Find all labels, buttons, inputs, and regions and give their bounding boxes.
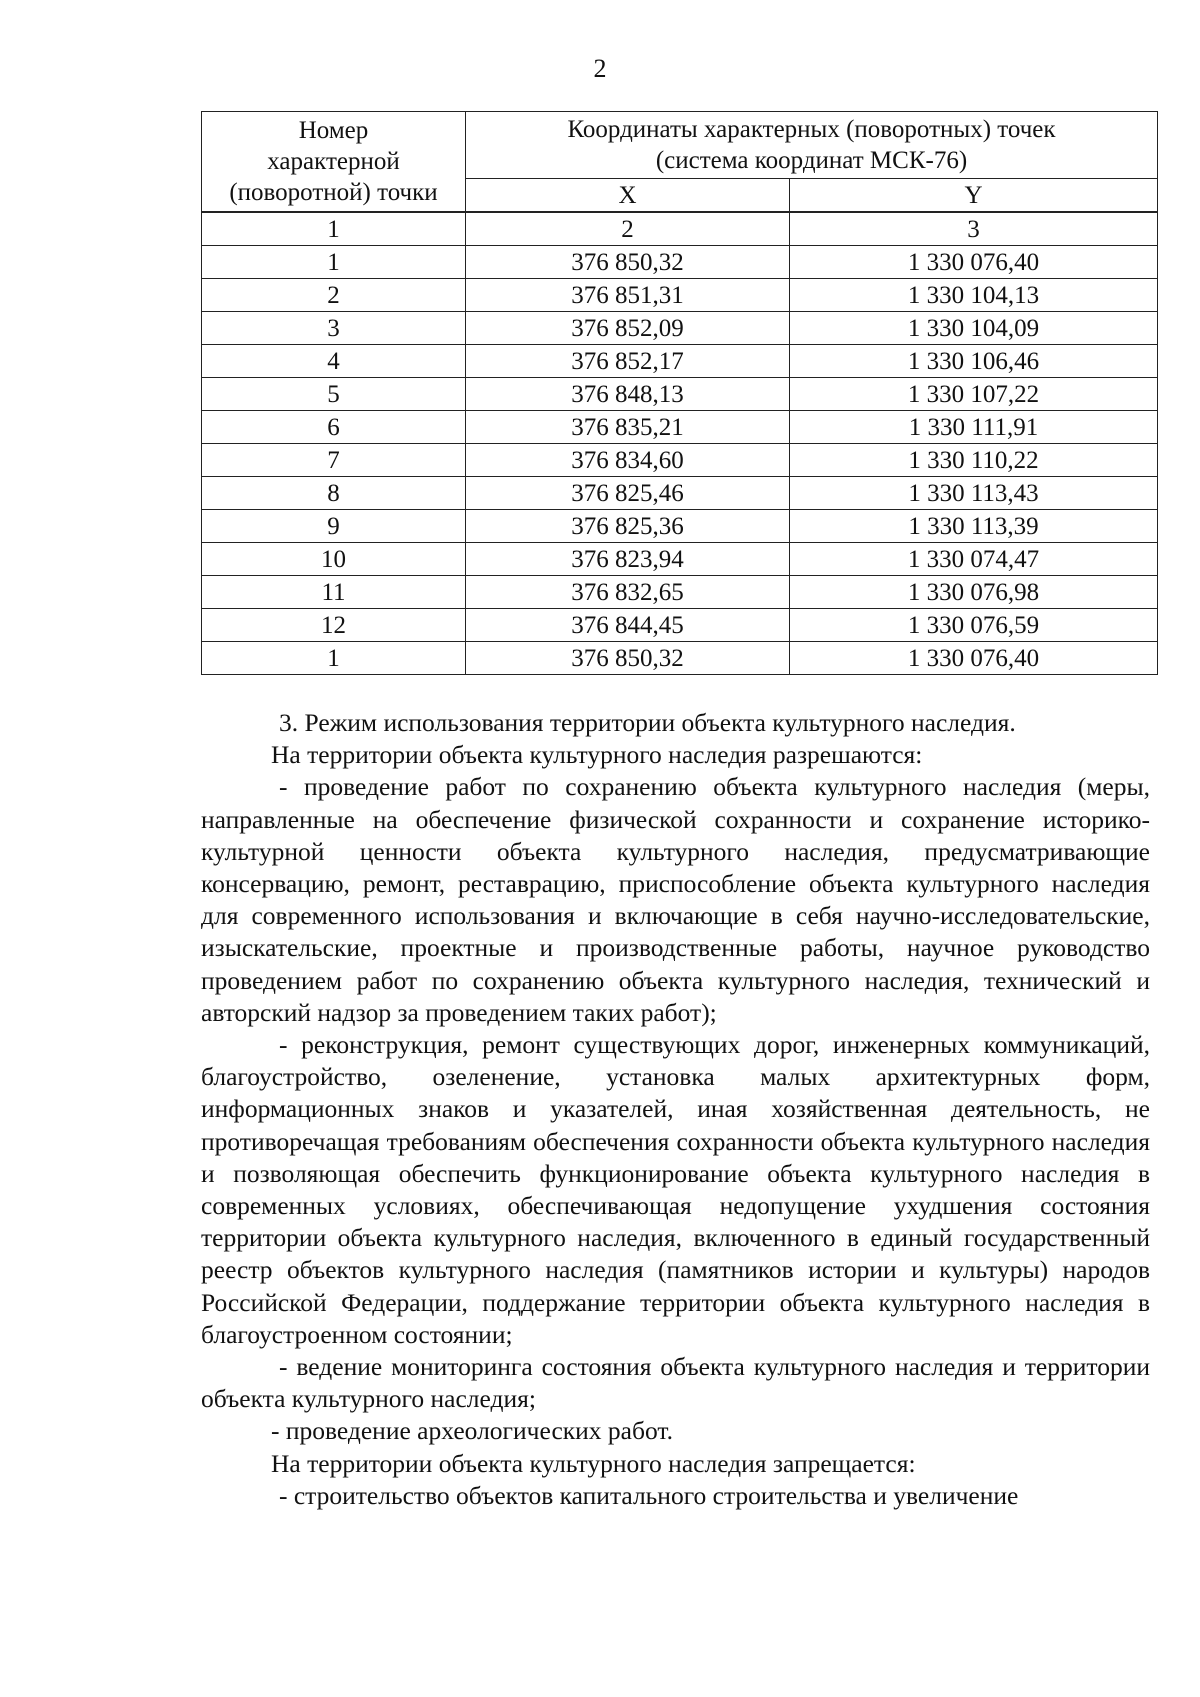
table-row xyxy=(202,345,1158,378)
point-number-cell: 1 xyxy=(202,642,466,675)
y-coordinate-cell: 1 330 076,98 xyxy=(790,576,1158,609)
y-coordinate-cell: 1 330 110,22 xyxy=(790,444,1158,477)
column-number: 1 xyxy=(202,212,466,246)
header-y: Y xyxy=(790,179,1158,213)
coordinate-rows xyxy=(202,246,1158,675)
x-coordinate-cell: 376 834,60 xyxy=(466,444,790,477)
y-coordinate-cell: 1 330 076,40 xyxy=(790,246,1158,279)
header-coords-line: Координаты характерных (поворотных) точек xyxy=(567,116,1056,143)
header-coords-line: (система координат МСК-76) xyxy=(655,147,968,174)
y-coordinate-cell: 1 330 076,40 xyxy=(790,642,1158,675)
table-row xyxy=(202,477,1158,510)
table-row xyxy=(202,246,1158,279)
y-coordinate-cell: 1 330 076,59 xyxy=(790,609,1158,642)
table-row xyxy=(202,378,1158,411)
paragraph-permitted-item: - проведение археологических работ. xyxy=(271,1416,673,1446)
point-number-cell: 8 xyxy=(202,477,466,510)
y-coordinate-cell: 1 330 074,47 xyxy=(790,543,1158,576)
paragraph-permitted-item: - реконструкция, ремонт существующих дорог, инженерных коммуникаций, благоустройство, озеленение, установка малых архитектурных форм, информационных знаков и указателей, иная хозяйственная деятельность, не противоречащая требованиям обеспечения сохранности объекта культурного наследия и позволяющая обеспечить функционирование объекта культурного наследия в современных условиях, обеспечивающая недопущение ухудшения состояния территории объекта культурного наследия, включенного в единый государственный реестр объектов культурного наследия (памятников истории и культуры) народов Российской Федерации, поддержание территории объекта культурного наследия в благоустроенном состоянии; xyxy=(201,1030,1150,1349)
point-number-cell: 11 xyxy=(202,576,466,609)
table-row xyxy=(202,609,1158,642)
point-number-cell: 7 xyxy=(202,444,466,477)
header-point-number xyxy=(202,112,466,213)
coordinates-table xyxy=(201,111,1158,675)
table-row xyxy=(202,444,1158,477)
table-row xyxy=(202,576,1158,609)
header-point-line: Номер xyxy=(298,117,369,144)
y-coordinate-cell: 1 330 104,09 xyxy=(790,312,1158,345)
x-coordinate-cell: 376 848,13 xyxy=(466,378,790,411)
point-number-cell: 10 xyxy=(202,543,466,576)
point-number-cell: 6 xyxy=(202,411,466,444)
paragraph-permitted-item: - ведение мониторинга состояния объекта культурного наследия и территории объекта культурного наследия; xyxy=(201,1352,1150,1414)
body-text xyxy=(201,707,1150,1512)
y-coordinate-cell: 1 330 111,91 xyxy=(790,411,1158,444)
x-coordinate-cell: 376 825,36 xyxy=(466,510,790,543)
paragraph-prohibited-item: - строительство объектов капитального строительства и увеличение xyxy=(279,1480,1019,1510)
header-coordinates xyxy=(466,112,1158,179)
paragraph-prohibited-intro: На территории объекта культурного наследия запрещается: xyxy=(271,1448,916,1478)
table-row xyxy=(202,312,1158,345)
x-coordinate-cell: 376 844,45 xyxy=(466,609,790,642)
x-coordinate-cell: 376 823,94 xyxy=(466,543,790,576)
point-number-cell: 12 xyxy=(202,609,466,642)
y-coordinate-cell: 1 330 113,43 xyxy=(790,477,1158,510)
table-row xyxy=(202,543,1158,576)
y-coordinate-cell: 1 330 104,13 xyxy=(790,279,1158,312)
x-coordinate-cell: 376 832,65 xyxy=(466,576,790,609)
column-number: 2 xyxy=(466,212,790,246)
section-heading: 3. Режим использования территории объекта культурного наследия. xyxy=(279,708,1016,737)
x-coordinate-cell: 376 835,21 xyxy=(466,411,790,444)
column-number: 3 xyxy=(790,212,1158,246)
x-coordinate-cell: 376 852,17 xyxy=(466,345,790,378)
table-row xyxy=(202,642,1158,675)
x-coordinate-cell: 376 852,09 xyxy=(466,312,790,345)
table-row xyxy=(202,411,1158,444)
x-coordinate-cell: 376 850,32 xyxy=(466,642,790,675)
table-row xyxy=(202,510,1158,543)
point-number-cell: 4 xyxy=(202,345,466,378)
point-number-cell: 5 xyxy=(202,378,466,411)
paragraph-permitted-item: - проведение работ по сохранению объекта культурного наследия (меры, направленные на обеспечение физической сохранности и сохранение историко-культурной ценности объекта культурного наследия, предусматривающие консервацию, ремонт, реставрацию, приспособление объекта культурного наследия для современного использования и включающие в себя научно-исследовательские, изыскательские, проектные и производственные работы, научное руководство проведением работ по сохранению объекта культурного наследия, технический и авторский надзор за проведением таких работ); xyxy=(201,772,1150,1027)
header-point-line: характерной xyxy=(267,148,400,175)
point-number-cell: 1 xyxy=(202,246,466,279)
y-coordinate-cell: 1 330 113,39 xyxy=(790,510,1158,543)
page-number: 2 xyxy=(593,54,607,83)
x-coordinate-cell: 376 851,31 xyxy=(466,279,790,312)
point-number-cell: 3 xyxy=(202,312,466,345)
y-coordinate-cell: 1 330 107,22 xyxy=(790,378,1158,411)
x-coordinate-cell: 376 850,32 xyxy=(466,246,790,279)
header-point-line: (поворотной) точки xyxy=(229,179,438,206)
y-coordinate-cell: 1 330 106,46 xyxy=(790,345,1158,378)
point-number-cell: 9 xyxy=(202,510,466,543)
table-row xyxy=(202,279,1158,312)
paragraph-permitted-intro: На территории объекта культурного наследия разрешаются: xyxy=(271,740,923,770)
x-coordinate-cell: 376 825,46 xyxy=(466,477,790,510)
point-number-cell: 2 xyxy=(202,279,466,312)
header-x: X xyxy=(466,179,790,213)
